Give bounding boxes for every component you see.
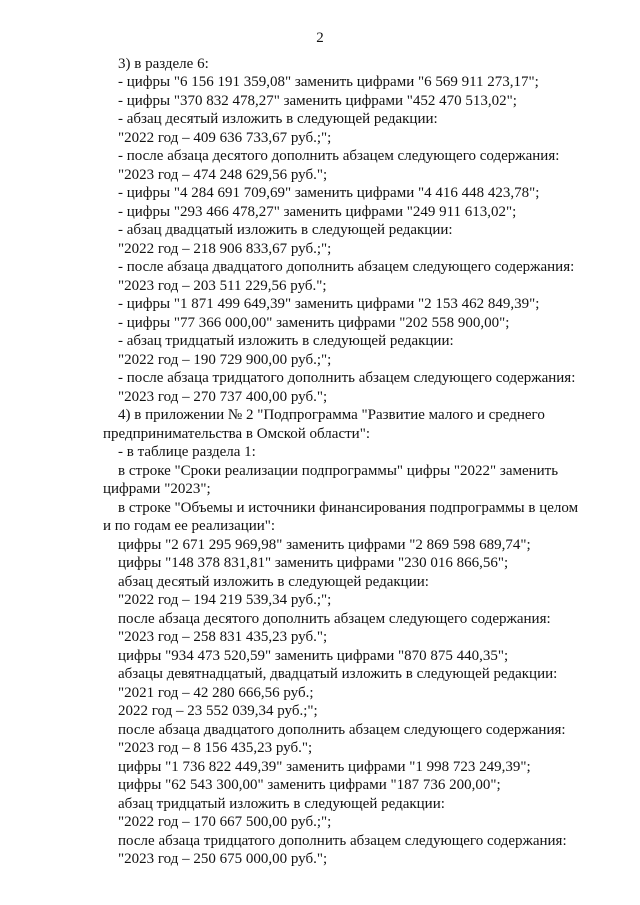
text-line: - после абзаца тридцатого дополнить абзацем следующего содержания:: [118, 370, 576, 386]
text-line: и по годам ее реализации":: [103, 518, 276, 534]
text-line: - цифры "4 284 691 709,69" заменить цифрами "4 416 448 423,78";: [118, 185, 540, 201]
page-number: 2: [316, 30, 324, 46]
text-line: "2022 год – 218 906 833,67 руб.;";: [118, 241, 332, 257]
text-line: - после абзаца двадцатого дополнить абзацем следующего содержания:: [118, 259, 575, 275]
text-line: абзацы девятнадцатый, двадцатый изложить в следующей редакции:: [118, 666, 558, 682]
text-line: предпринимательства в Омской области":: [103, 426, 370, 442]
text-line: - после абзаца десятого дополнить абзацем следующего содержания:: [118, 148, 560, 164]
text-line: цифрами "2023";: [103, 481, 211, 497]
text-line: цифры "62 543 300,00" заменить цифрами "187 736 200,00";: [118, 777, 501, 793]
text-line: абзац десятый изложить в следующей редакции:: [118, 574, 429, 590]
text-line: "2022 год – 170 667 500,00 руб.;";: [118, 814, 332, 830]
text-line: после абзаца тридцатого дополнить абзацем следующего содержания:: [118, 833, 567, 849]
text-line: - абзац десятый изложить в следующей редакции:: [118, 111, 438, 127]
text-line: "2023 год – 474 248 629,56 руб.";: [118, 167, 328, 183]
text-line: "2022 год – 190 729 900,00 руб.;";: [118, 352, 332, 368]
text-line: - абзац тридцатый изложить в следующей редакции:: [118, 333, 454, 349]
text-line: "2023 год – 250 675 000,00 руб.";: [118, 851, 328, 867]
text-line: цифры "1 736 822 449,39" заменить цифрами "1 998 723 249,39";: [118, 759, 531, 775]
text-line: "2023 год – 203 511 229,56 руб.";: [118, 278, 327, 294]
text-line: после абзаца десятого дополнить абзацем следующего содержания:: [118, 611, 551, 627]
text-line: "2022 год – 409 636 733,67 руб.;";: [118, 130, 332, 146]
text-line: цифры "934 473 520,59" заменить цифрами "870 875 440,35";: [118, 648, 509, 664]
text-line: "2021 год – 42 280 666,56 руб.;: [118, 685, 314, 701]
text-line: - цифры "370 832 478,27" заменить цифрами "452 470 513,02";: [118, 93, 517, 109]
text-line: "2023 год – 270 737 400,00 руб.";: [118, 389, 328, 405]
text-line: - цифры "6 156 191 359,08" заменить цифрами "6 569 911 273,17";: [118, 74, 539, 90]
text-line: - цифры "1 871 499 649,39" заменить цифрами "2 153 462 849,39";: [118, 296, 540, 312]
text-line: в строке "Объемы и источники финансирования подпрограммы в целом: [118, 500, 579, 516]
text-line: "2023 год – 258 831 435,23 руб.";: [118, 629, 328, 645]
text-line: 2022 год – 23 552 039,34 руб.;";: [118, 703, 318, 719]
text-line: цифры "148 378 831,81" заменить цифрами "230 016 866,56";: [118, 555, 509, 571]
text-line: 3) в разделе 6:: [118, 56, 209, 72]
text-line: в строке "Сроки реализации подпрограммы" цифры "2022" заменить: [118, 463, 559, 479]
text-line: "2022 год – 194 219 539,34 руб.;";: [118, 592, 332, 608]
text-line: - абзац двадцатый изложить в следующей редакции:: [118, 222, 453, 238]
text-line: - цифры "77 366 000,00" заменить цифрами "202 558 900,00";: [118, 315, 510, 331]
text-line: - цифры "293 466 478,27" заменить цифрами "249 911 613,02";: [118, 204, 517, 220]
text-line: - в таблице раздела 1:: [118, 444, 256, 460]
text-line: цифры "2 671 295 969,98" заменить цифрами "2 869 598 689,74";: [118, 537, 531, 553]
text-line: "2023 год – 8 156 435,23 руб.";: [118, 740, 313, 756]
text-line: абзац тридцатый изложить в следующей редакции:: [118, 796, 445, 812]
text-line: после абзаца двадцатого дополнить абзацем следующего содержания:: [118, 722, 566, 738]
text-line: 4) в приложении № 2 "Подпрограмма "Развитие малого и среднего: [118, 407, 545, 423]
